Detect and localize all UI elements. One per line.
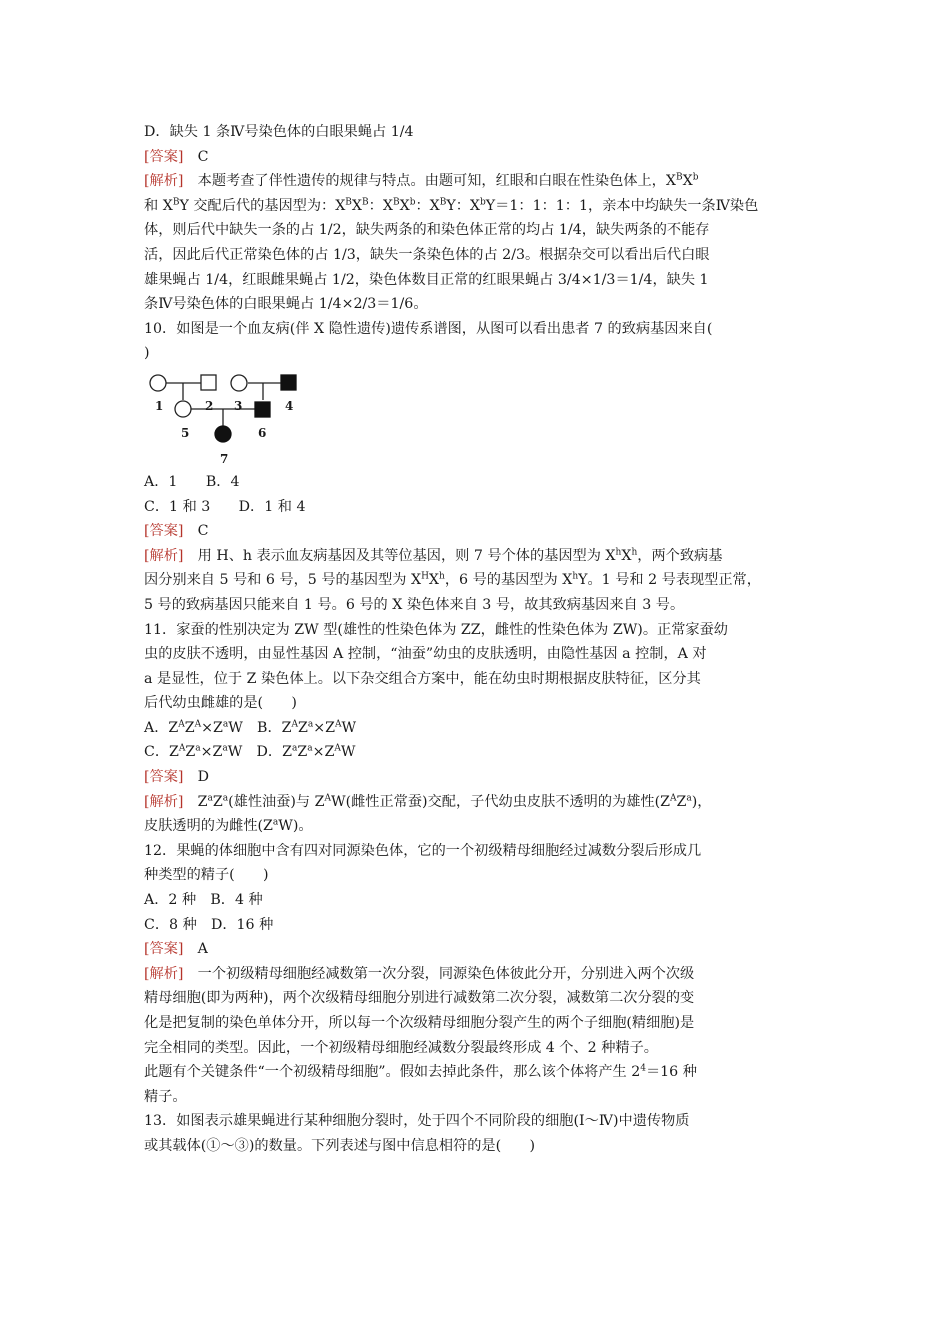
pedigree-label-3: 3 [234,398,243,413]
q12-answer: [答案] A [144,941,208,958]
q12-analysis-line-2: 精母细胞(即为两种)，两个次级精母细胞分别进行减数第二次分裂，减数第二次分裂的变 [144,990,695,1007]
q13-stem-2: 或其载体(①～③)的数量。下列表述与图中信息相符的是( ) [144,1137,536,1154]
q12-analysis-line-3: 化是把复制的染色单体分开，所以每一个次级精母细胞分裂产生的两个子细胞(精细胞)是 [144,1015,695,1031]
q10-stem: 10．如图是一个血友病(伴 X 隐性遗传)遗传系谱图，从图可以看出患者 7 的致病基因来自( [144,320,713,337]
q9-option-d: D．缺失 1 条Ⅳ号染色体的白眼果蝇占 1/4 [144,124,414,140]
q9-analysis-line-6: 条Ⅳ号染色体的白眼果蝇占 1/4×2/3＝1/6。 [144,296,428,313]
individual-5-female-normal [175,401,191,417]
q10-analysis-line-2: 因分别来自 5 号和 6 号，5 号的基因型为 $X^HX^h$，6 号的基因型为 $X^hY$。1 号和 2 号表现型正常， [144,571,761,589]
pedigree-label-2: 2 [205,398,214,413]
q12-options-ab: A．2 种 B．4 种 [144,892,263,909]
pedigree-chart [150,368,310,464]
q9-analysis-line-1: [解析] 本题考查了伴性遗传的规律与特点。由题可知，红眼和白眼在性染色体上，$X^BX^b$ [144,172,699,190]
q11-analysis-line-1: [解析] $Z^aZ^a$(雄性油蚕)与 $Z^AW$(雌性正常蚕)交配，子代幼虫皮肤不透明的为雄性$(Z^AZ^a)$， [144,792,712,810]
pedigree-label-4: 4 [285,398,294,413]
q10-options-cd: C．1 和 3 D．1 和 4 [144,498,306,515]
document-page [144,120,814,1159]
individual-4-male-affected [281,375,296,390]
q10-analysis-line-1: [解析] 用 H、h 表示血友病基因及其等位基因，则 7 号个体的基因型为 $X^hX^h$，两个致病基 [144,546,723,564]
answer-tag: [答案] [144,148,184,165]
q12-note-line-1: 此题有个关键条件“一个初级精母细胞”。假如去掉此条件，那么该个体将产生 $2^4=16$ 种 [144,1063,697,1081]
q12-stem-2: 种类型的精子( ) [144,867,269,884]
q9-analysis-line-4: 活，因此后代正常染色体的占 1/3，缺失一条染色体的占 2/3。根据杂交可以看出后代白眼 [144,246,710,263]
q9-analysis-line-5: 雄果蝇占 1/4，红眼雌果蝇占 1/2，染色体数目正常的红眼果蝇占 3/4×1/3＝1/4，缺失 1 [144,271,709,288]
q13-stem-1: 13．如图表示雄果蝇进行某种细胞分裂时，处于四个不同阶段的细胞(Ⅰ～Ⅳ)中遗传物质 [144,1113,690,1130]
q11-analysis-line-2: 皮肤透明的为雌性$(Z^aW)$。 [144,817,313,835]
q10-stem-end: ) [144,345,150,362]
q12-stem-1: 12．果蝇的体细胞中含有四对同源染色体，它的一个初级精母细胞经过减数分裂后形成几 [144,842,702,859]
q9-analysis-line-2: 和 $X^BY$ 交配后代的基因型为：$X^BX^B$：$X^BX^b$：$X^BY$：$X^bY=1$：1：1：1，亲本中均缺失一条Ⅳ染色 [144,197,759,214]
q9-answer: [答案] C [144,148,209,165]
individual-1-female-normal [150,375,166,391]
analysis-tag: [解析] [144,173,184,190]
individual-6-male-affected [255,402,270,417]
pedigree-label-7: 7 [220,451,229,466]
q10-analysis-line-3: 5 号的致病基因只能来自 1 号。6 号的 X 染色体来自 3 号，故其致病基因来自 3 号。 [144,596,685,613]
q11-options-ab: A．$Z^AZ^A\times Z^aW$ B．$Z^AZ^a\times Z^AW$ [144,719,357,736]
q12-analysis-line-1: [解析] 一个初级精母细胞经减数第一次分裂，同源染色体彼此分开，分别进入两个次级 [144,965,695,982]
q11-stem-2: 虫的皮肤不透明，由显性基因 A 控制，“油蚕”幼虫的皮肤透明，由隐性基因 a 控制，A 对 [144,646,707,663]
q11-options-cd: C．$Z^AZ^a\times Z^aW$ D．$Z^aZ^a\times Z^AW$ [144,743,356,761]
pedigree-label-5: 5 [181,425,190,440]
individual-7-female-affected [215,426,231,442]
q10-options-ab: A．1 B．4 [144,473,240,490]
individual-3-female-normal [231,375,247,391]
individual-2-male-normal [201,375,216,390]
q11-stem-4: 后代幼虫雌雄的是( ) [144,695,297,712]
pedigree-label-1: 1 [155,398,164,413]
q12-note-line-2: 精子。 [144,1088,187,1105]
q11-answer: [答案] D [144,769,210,786]
q12-options-cd: C．8 种 D．16 种 [144,916,274,933]
q10-answer: [答案] C [144,523,209,540]
q11-stem-3: a 是显性，位于 Z 染色体上。以下杂交组合方案中，能在幼虫时期根据皮肤特征，区分其 [144,670,701,687]
q12-analysis-line-4: 完全相同的类型。因此，一个初级精母细胞经减数分裂最终形成 4 个、2 种精子。 [144,1039,658,1056]
q11-stem-1: 11．家蚕的性别决定为 ZW 型(雄性的性染色体为 ZZ，雌性的性染色体为 ZW)。正常家蚕幼 [144,621,728,638]
pedigree-label-6: 6 [258,425,267,440]
q9-analysis-line-3: 体，则后代中缺失一条的占 1/2，缺失两条的和染色体正常的均占 1/4，缺失两条的不能存 [144,222,710,239]
